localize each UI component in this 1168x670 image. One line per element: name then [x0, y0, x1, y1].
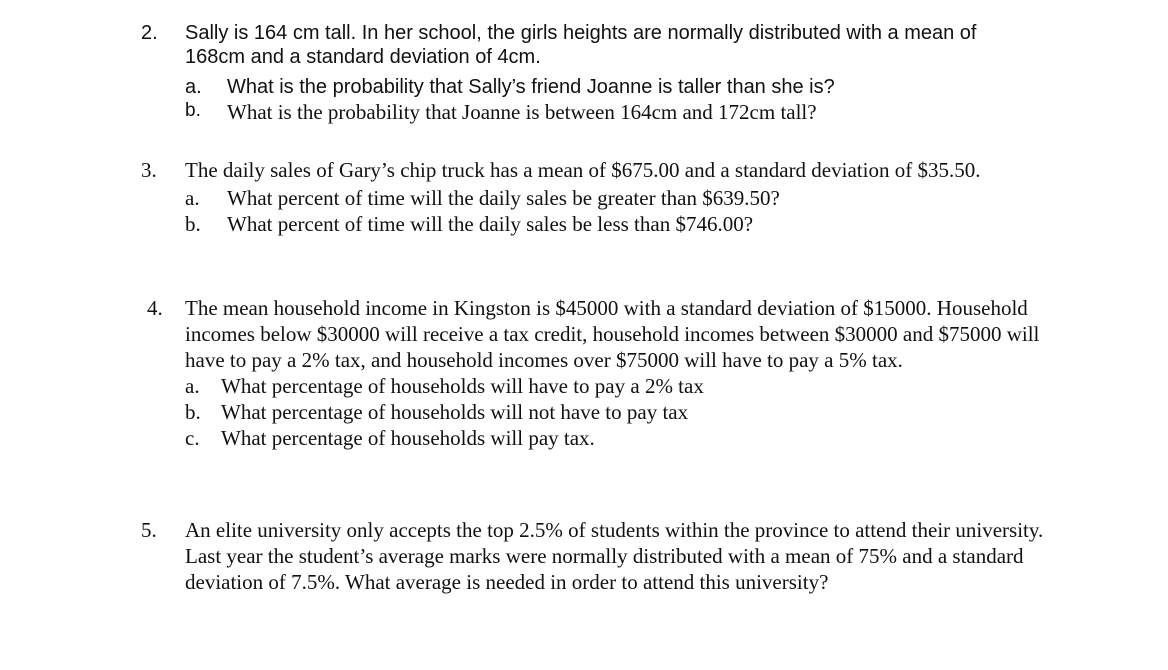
part-label: a. [185, 186, 200, 210]
problem-body [185, 517, 1055, 595]
problem-stem [185, 157, 1025, 183]
part-text: What percentage of households will not have to pay tax [221, 400, 689, 424]
part-label: b. [185, 212, 201, 236]
problem-body [185, 21, 1055, 125]
part-label: a. [185, 374, 200, 398]
problem-part [185, 373, 1055, 399]
problem-parts [185, 75, 1055, 125]
problem-body [185, 295, 1055, 451]
problem-parts [185, 185, 1055, 237]
problem-number: 2. [141, 22, 158, 44]
problem-number: 4. [147, 296, 163, 320]
problem-number: 3. [141, 158, 157, 182]
part-text: What is the probability that Joanne is between 164cm and 172cm tall? [227, 100, 817, 124]
problem-stem-text: The mean household income in Kingston is $45000 with a standard deviation of $15000. Household incomes below $30000 will receive a tax credit, household incomes between $30000 and $75000 will have to pay a 2% tax, and household incomes over $75000 will have to pay a 5% tax. [185, 296, 1040, 372]
part-label: b. [185, 100, 201, 121]
problem-stem [185, 21, 1035, 69]
problem-stem-text: Sally is 164 cm tall. In her school, the girls heights are normally distributed with a mean of 168cm and a standard deviation of 4cm. [185, 22, 977, 68]
problem-part [185, 399, 1055, 425]
part-label: b. [185, 400, 201, 424]
part-text: What percentage of households will have to pay a 2% tax [221, 374, 704, 398]
problem-part [185, 185, 1055, 211]
problem-part [185, 211, 1055, 237]
problem-part [185, 75, 1055, 99]
part-text: What percent of time will the daily sales be less than $746.00? [227, 212, 754, 236]
part-label: c. [185, 426, 200, 450]
problem-stem [185, 517, 1050, 595]
part-text: What percent of time will the daily sales be greater than $639.50? [227, 186, 780, 210]
problem-part [185, 99, 1055, 125]
problem-parts [185, 373, 1055, 451]
problem-stem-text: The daily sales of Gary’s chip truck has a mean of $675.00 and a standard deviation of $35.50. [185, 158, 981, 182]
part-text: What is the probability that Sally’s friend Joanne is taller than she is? [227, 76, 835, 98]
problem-body [185, 157, 1055, 237]
part-label: a. [185, 76, 202, 98]
part-text: What percentage of households will pay tax. [221, 426, 595, 450]
problem-number: 5. [141, 518, 157, 542]
problem-stem-text: An elite university only accepts the top 2.5% of students within the province to attend their university. Last year the student’s average marks were normally distributed with a mean of 75% and a standard deviation of 7.5%. What average is needed in order to attend this university? [185, 518, 1044, 594]
problem-part [185, 425, 1055, 451]
problem-stem [185, 295, 1045, 373]
